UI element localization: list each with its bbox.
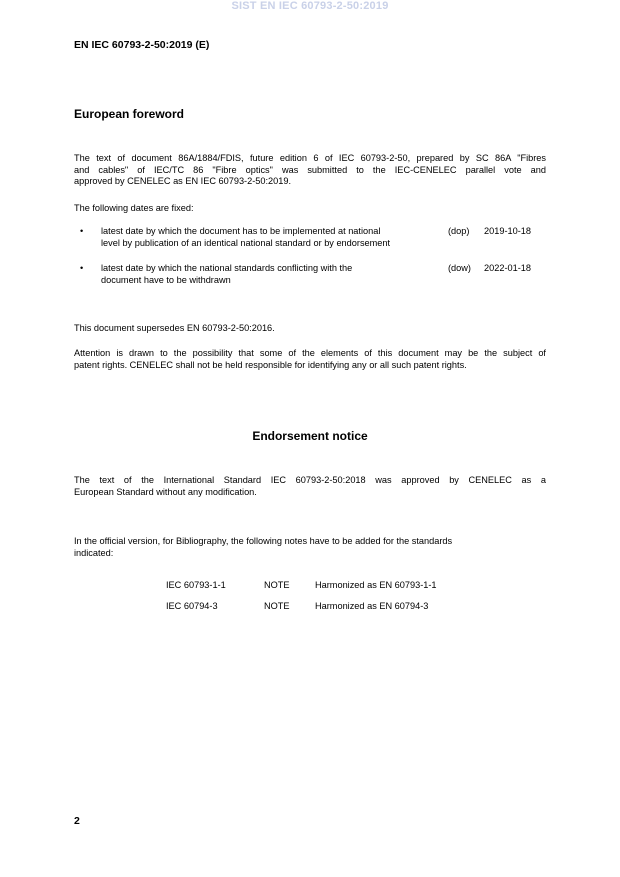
note-standard: IEC 60794-3 (166, 601, 218, 611)
note-label: NOTE (264, 601, 290, 611)
note-text: Harmonized as EN 60793-1-1 (315, 580, 437, 590)
date-item-description (101, 226, 441, 249)
attention-paragraph (74, 348, 546, 371)
text-line: and cables" of IEC/TC 86 "Fibre optics" was submitted to the IEC-CENELEC parallel vote and (74, 164, 546, 175)
text-line: approved by CENELEC as EN IEC 60793-2-50:2019. (74, 176, 292, 187)
bullet-icon: • (80, 226, 84, 236)
text-line: indicated: (74, 547, 114, 558)
date-value: 2019-10-18 (484, 226, 531, 236)
text-line: In the official version, for Bibliography, the following notes have to be added for the standards (74, 536, 453, 546)
note-label: NOTE (264, 580, 290, 590)
date-code: (dow) (448, 263, 471, 273)
text-line: European Standard without any modification. (74, 486, 257, 497)
section-title-foreword: European foreword (74, 107, 185, 121)
endorsement-paragraph (74, 475, 546, 498)
document-id: EN IEC 60793-2-50:2019 (E) (74, 39, 210, 51)
note-text: Harmonized as EN 60794-3 (315, 601, 429, 611)
page-number: 2 (74, 815, 80, 827)
date-item-description (101, 263, 441, 286)
supersedes-paragraph: This document supersedes EN 60793-2-50:2016. (74, 323, 275, 333)
text-line: The text of the International Standard IEC 60793-2-50:2018 was approved by CENELEC as a (74, 475, 546, 485)
text-line: patent rights. CENELEC shall not be held responsible for identifying any or all such patent rights. (74, 359, 467, 370)
bibliography-paragraph (74, 536, 546, 559)
section-title-endorsement: Endorsement notice (252, 429, 368, 443)
bullet-icon: • (80, 263, 84, 273)
text-line: latest date by which the document has to be implemented at national (101, 226, 381, 236)
text-line: latest date by which the national standards conflicting with the (101, 263, 353, 273)
text-line: The text of document 86A/1884/FDIS, future edition 6 of IEC 60793-2-50, prepared by SC 86A "Fibres (74, 153, 546, 163)
date-value: 2022-01-18 (484, 263, 531, 273)
text-line: Attention is drawn to the possibility that some of the elements of this document may be the subject of (74, 348, 546, 358)
foreword-intro-paragraph (74, 153, 546, 188)
text-line: level by publication of an identical national standard or by endorsement (101, 237, 391, 248)
date-code: (dop) (448, 226, 470, 236)
note-standard: IEC 60793-1-1 (166, 580, 226, 590)
dates-intro: The following dates are fixed: (74, 203, 194, 213)
watermark: SIST EN IEC 60793-2-50:2019 (231, 0, 389, 12)
text-line: document have to be withdrawn (101, 274, 231, 285)
